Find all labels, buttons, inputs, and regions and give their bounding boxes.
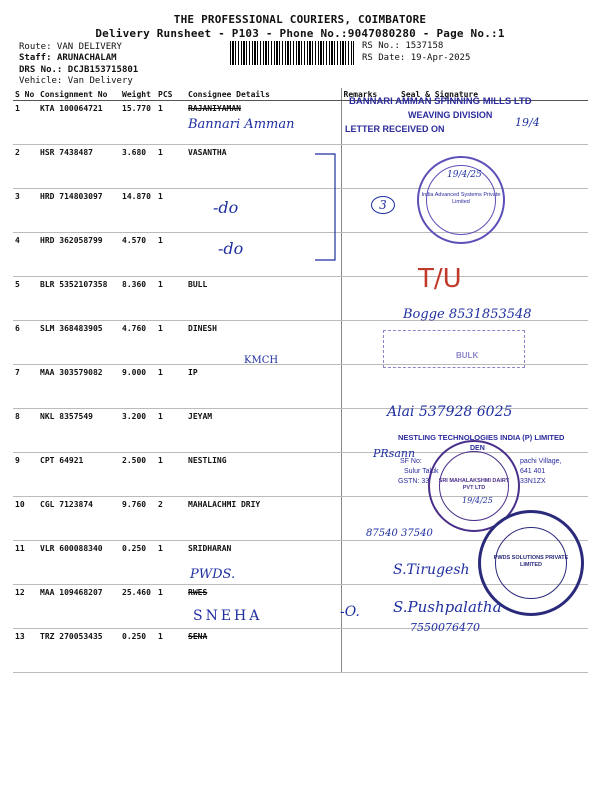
col-pcs: PCS (156, 88, 186, 101)
row-remarks (341, 365, 399, 409)
row-consignment-no-text: MAA 303579082 (40, 368, 103, 377)
row-weight (120, 277, 156, 321)
table-row (13, 233, 588, 277)
drs-line (19, 65, 138, 75)
row-consignment-no-text: HRD 362058799 (40, 236, 103, 245)
row-pcs (156, 629, 186, 673)
col-weight: Weight (120, 88, 156, 101)
row-sno (13, 365, 38, 409)
row-pcs (156, 321, 186, 365)
row-consignment-no-text: MAA 109468207 (40, 588, 103, 597)
round-stamp-2-text: SRI MAHALAKSHMI DAIRY PVT LTD (438, 478, 510, 491)
stamp-nestling-line8: 33N1ZX (520, 478, 546, 485)
row-consignee (186, 277, 341, 321)
stamp-bannari-line3: LETTER RECEIVED ON (345, 124, 445, 134)
round-stamp-1-text: India Advanced Systems Private Limited (421, 192, 501, 205)
row-sno-text: 11 (15, 544, 25, 553)
row-pcs (156, 277, 186, 321)
route-label: Route: VAN DELIVERY (19, 42, 122, 52)
row-sno-text: 10 (15, 500, 25, 509)
row-consignee-text: RWES (188, 588, 208, 597)
row-pcs-text: 1 (158, 324, 163, 333)
row-consignment-no-text: CPT 64921 (40, 456, 84, 465)
row-consignment-no (38, 189, 120, 233)
table-row (13, 101, 588, 145)
stamp-nestling-line2: DEN (470, 445, 485, 452)
row-consignment-no-text: BLR 5352107358 (40, 280, 108, 289)
drs-number: DCJB153715801 (67, 65, 139, 75)
row-remarks (341, 629, 399, 673)
row-pcs (156, 189, 186, 233)
row-consignment-no (38, 321, 120, 365)
row-pcs (156, 365, 186, 409)
row-consignment-no (38, 585, 120, 629)
row-pcs (156, 453, 186, 497)
row-weight-text: 0.250 (122, 632, 147, 641)
handwritten-date-row1: 19/4 (515, 116, 540, 129)
row-consignee-text: RAJANIYAMAN (188, 104, 241, 113)
row-sno-text: 2 (15, 148, 20, 157)
row-consignee-text: SENA (188, 632, 208, 641)
row-consignee (186, 629, 341, 673)
row-weight (120, 101, 156, 145)
row-consignment-no (38, 453, 120, 497)
row-pcs-text: 1 (158, 544, 163, 553)
row-weight-text: 4.570 (122, 236, 147, 245)
handwritten-row6-phone: Bogge 8531853548 (403, 307, 532, 322)
faded-stamp-box (383, 330, 525, 368)
col-remarks: Remarks (341, 88, 399, 101)
row-remarks (341, 277, 399, 321)
row-weight (120, 409, 156, 453)
row-pcs-text: 1 (158, 632, 163, 641)
staff-line (19, 53, 117, 63)
row-consignment-no-text: NKL 8357549 (40, 412, 93, 421)
stamp-nestling-line5: Sulur Taluk (404, 468, 439, 475)
row-pcs (156, 233, 186, 277)
row-remarks (341, 101, 399, 145)
stamp-nestling-line6: 641 401 (520, 468, 546, 475)
row-pcs (156, 145, 186, 189)
row-seal-signature (399, 101, 588, 145)
col-seal-signature: Seal & Signature (399, 88, 588, 101)
row-pcs (156, 541, 186, 585)
row-sno (13, 629, 38, 673)
row-consignee-text: DINESH (188, 324, 217, 333)
row-pcs-text: 1 (158, 456, 163, 465)
row-sno-text: 3 (15, 192, 20, 201)
row-weight-text: 0.250 (122, 544, 147, 553)
row-weight-text: 15.770 (122, 104, 151, 113)
rs-number: RS No.: 1537158 (362, 41, 444, 51)
col-consignee: Consignee Details (186, 88, 341, 101)
row-sno (13, 409, 38, 453)
table-row (13, 365, 588, 409)
row-consignee (186, 497, 341, 541)
row-sno (13, 233, 38, 277)
handwritten-row11-phone: 87540 37540 (366, 528, 433, 539)
row-weight (120, 497, 156, 541)
row-weight (120, 453, 156, 497)
handwritten-row4-ditto: -do (218, 239, 244, 258)
handwritten-circled-number: 3 (371, 196, 395, 214)
row-pcs (156, 497, 186, 541)
stamp-nestling-line3: SF No: (400, 458, 422, 465)
staff-label: Staff: (19, 53, 52, 63)
row-pcs-text: 1 (158, 588, 163, 597)
row-pcs (156, 101, 186, 145)
table-row (13, 629, 588, 673)
row-sno (13, 321, 38, 365)
faded-stamp-text: BULK (456, 351, 479, 360)
row-weight-text: 2.500 (122, 456, 147, 465)
stamp-bannari-line2: WEAVING DIVISION (408, 110, 493, 120)
stamp-bannari-line1: BANNARI AMMAN SPINNING MILLS LTD (349, 96, 532, 107)
company-title: THE PROFESSIONAL COURIERS, COIMBATORE (173, 13, 427, 26)
row-weight-text: 9.000 (122, 368, 147, 377)
round-stamp-advanced-systems (417, 156, 505, 244)
row-consignee-text: IP (188, 368, 198, 377)
row-weight (120, 629, 156, 673)
row-sno (13, 541, 38, 585)
drs-label: DRS No.: (19, 65, 63, 75)
row-sno (13, 145, 38, 189)
handwritten-row13-dash: -O. (340, 604, 360, 620)
row-consignee (186, 453, 341, 497)
handwritten-row1-consignee: Bannari Amman (188, 117, 295, 132)
row-consignee-text: MAHALACHMI DRIY (188, 500, 261, 509)
row-pcs-text: 2 (158, 500, 163, 509)
stamp-nestling-line4: pachi Village, (520, 458, 562, 465)
row-remarks (341, 541, 399, 585)
row-consignment-no-text: HSR 7438487 (40, 148, 93, 157)
handwritten-row13-sneha: SNEHA (193, 608, 263, 624)
row-sno-text: 5 (15, 280, 20, 289)
runsheet-subtitle: Delivery Runsheet - P103 - Phone No.:9047080280 - Page No.:1 (95, 27, 505, 40)
round-stamp-3-text: PWDS SOLUTIONS PRIVATE LIMITED (493, 555, 569, 568)
row-pcs-text: 1 (158, 280, 163, 289)
row-consignee (186, 365, 341, 409)
row-sno (13, 497, 38, 541)
row-consignment-no (38, 497, 120, 541)
row-sno-text: 7 (15, 368, 20, 377)
row-pcs (156, 585, 186, 629)
row-remarks (341, 145, 399, 189)
row-pcs-text: 1 (158, 104, 163, 113)
row-weight (120, 585, 156, 629)
round-stamp-1-date: 19/4/25 (447, 170, 482, 180)
row-remarks (341, 233, 399, 277)
row-consignment-no (38, 629, 120, 673)
row-weight-text: 3.200 (122, 412, 147, 421)
row-weight (120, 321, 156, 365)
row-pcs-text: 1 (158, 192, 163, 201)
handwritten-row13-phone: 7550076470 (410, 621, 480, 634)
row-pcs-text: 1 (158, 412, 163, 421)
row-sno (13, 189, 38, 233)
row-consignee-text: SRIDHARAN (188, 544, 232, 553)
handwritten-row7-kmch: KMCH (244, 355, 279, 366)
staff-name: ARUNACHALAM (56, 53, 117, 63)
row-sno-text: 4 (15, 236, 20, 245)
row-pcs-text: 1 (158, 236, 163, 245)
row-consignment-no-text: CGL 7123874 (40, 500, 93, 509)
row-seal-signature (399, 365, 588, 409)
row-consignee-text: JEYAM (188, 412, 213, 421)
row-consignment-no (38, 145, 120, 189)
row-sno (13, 585, 38, 629)
row-sno-text: 8 (15, 412, 20, 421)
barcode (230, 41, 354, 65)
handwritten-row12-signature: S.Tirugesh (393, 562, 470, 578)
row-weight-text: 3.680 (122, 148, 147, 157)
row-consignee (186, 409, 341, 453)
row-sno (13, 101, 38, 145)
row-consignment-no (38, 541, 120, 585)
row-sno (13, 453, 38, 497)
row-weight (120, 365, 156, 409)
row-weight-text: 4.760 (122, 324, 147, 333)
row-sno-text: 9 (15, 456, 20, 465)
row-seal-signature (399, 629, 588, 673)
row-consignment-no-text: VLR 600088340 (40, 544, 103, 553)
row-sno (13, 277, 38, 321)
row-weight (120, 189, 156, 233)
bracket-mark (313, 152, 343, 264)
row-weight (120, 233, 156, 277)
row-consignment-no (38, 101, 120, 145)
row-weight-text: 14.870 (122, 192, 151, 201)
row-pcs (156, 409, 186, 453)
row-sno-text: 13 (15, 632, 25, 641)
round-stamp-2-date: 19/4/25 (462, 496, 493, 505)
col-sno: S No (13, 88, 38, 101)
row-consignment-no (38, 277, 120, 321)
col-consignment: Consignment No (38, 88, 120, 101)
row-weight-text: 25.460 (122, 588, 151, 597)
row-weight-text: 8.360 (122, 280, 147, 289)
stamp-nestling-line1: NESTLING TECHNOLOGIES INDIA (P) LIMITED (398, 433, 565, 442)
row-pcs-text: 1 (158, 148, 163, 157)
row-weight (120, 541, 156, 585)
stamp-nestling-line7: GSTN: 33 (398, 478, 430, 485)
row-consignment-no-text: KTA 100064721 (40, 104, 103, 113)
row-consignment-no (38, 409, 120, 453)
handwritten-row3-ditto: -do (213, 198, 239, 217)
row-sno-text: 12 (15, 588, 25, 597)
row-consignment-no (38, 365, 120, 409)
handwritten-row9-sign: PRsann (373, 447, 416, 460)
row-consignee-text: BULL (188, 280, 208, 289)
vehicle-label: Vehicle: Van Delivery (19, 76, 133, 86)
row-pcs-text: 1 (158, 368, 163, 377)
row-weight (120, 145, 156, 189)
handwritten-row12-pwds: PWDS. (190, 567, 236, 582)
handwritten-row8-phone: Alai 537928 6025 (387, 404, 513, 420)
handwritten-red-tu: T/U (418, 264, 462, 294)
row-sno-text: 1 (15, 104, 20, 113)
row-consignment-no-text: HRD 714803097 (40, 192, 103, 201)
rs-date: RS Date: 19-Apr-2025 (362, 53, 471, 63)
row-consignee-text: VASANTHA (188, 148, 227, 157)
row-consignee-text: NESTLING (188, 456, 227, 465)
handwritten-row13-signature: S.Pushpalatha (393, 598, 502, 616)
row-consignment-no (38, 233, 120, 277)
row-consignment-no-text: TRZ 270053435 (40, 632, 103, 641)
row-weight-text: 9.760 (122, 500, 147, 509)
table-row (13, 145, 588, 189)
row-consignment-no-text: SLM 368483905 (40, 324, 103, 333)
row-sno-text: 6 (15, 324, 20, 333)
